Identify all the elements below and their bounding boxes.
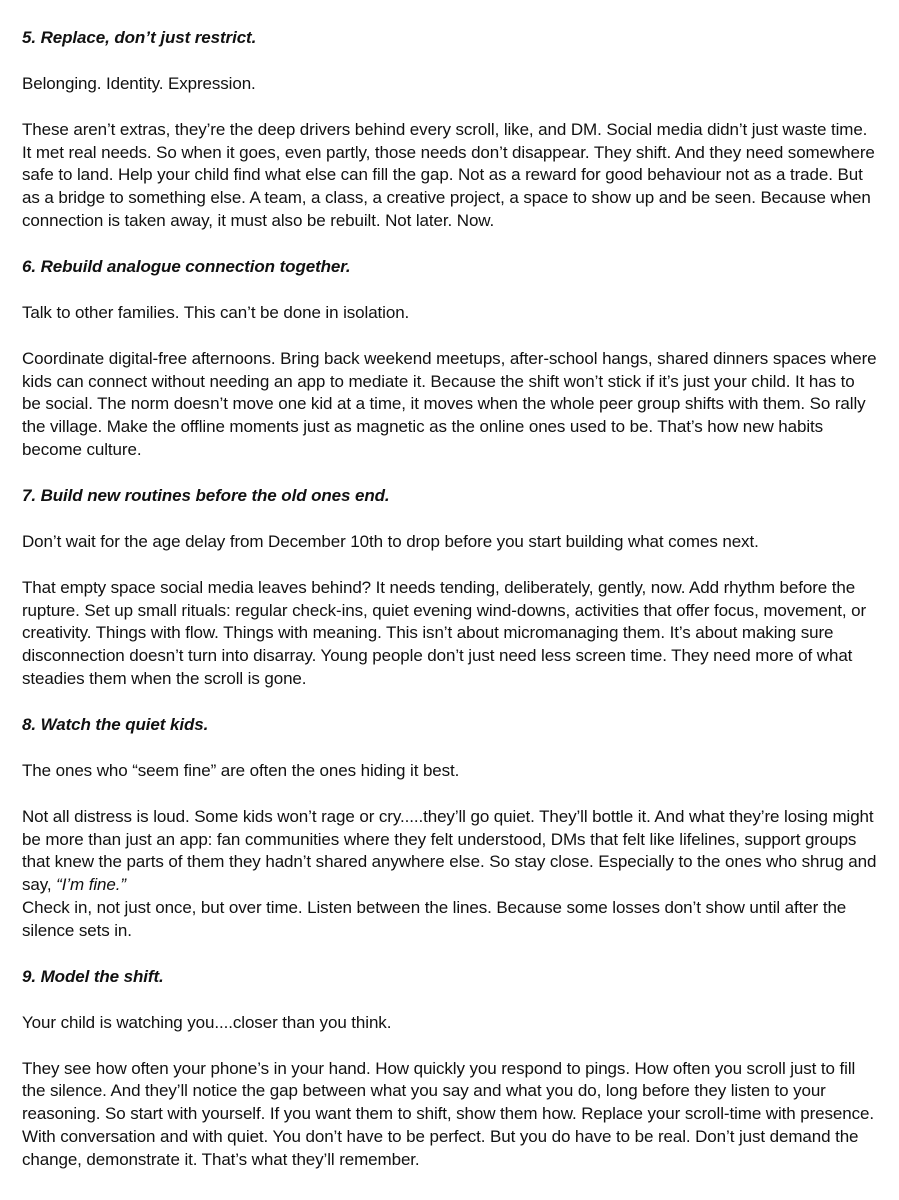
section-quiet-kids <box>22 714 877 943</box>
section-body: They see how often your phone’s in your hand. How quickly you respond to pings. How often you scroll just to fill the silence. And they’ll notice the gap between what you say and what you do, long before they listen to your reasoning. So start with yourself. If you want them to shift, show them how. Replace your scroll-time with presence. With conversation and with quiet. You don’t have to be perfect. But you do have to be real. Don’t just demand the change, demonstrate it. That’s what they’ll remember. <box>22 1058 875 1170</box>
section-heading: 9. Model the shift. <box>22 966 164 986</box>
section-heading: 5. Replace, don’t just restrict. <box>22 28 257 47</box>
section-lead: Talk to other families. This can’t be done in isolation. <box>22 302 410 322</box>
section-body-continued: Check in, not just once, but over time. Listen between the lines. Because some losses don’t show until after the silence sets in. <box>22 898 847 941</box>
section-heading: 7. Build new routines before the old ones end. <box>22 486 390 506</box>
section-lead: Don’t wait for the age delay from December 10th to drop before you start building what comes next. <box>22 531 759 551</box>
section-heading: 6. Rebuild analogue connection together. <box>22 257 351 277</box>
section-lead: Belonging. Identity. Expression. <box>22 73 256 93</box>
section-lead: The ones who “seem fine” are often the ones hiding it best. <box>22 760 460 780</box>
section-body: That empty space social media leaves behind? It needs tending, deliberately, gently, now. Add rhythm before the rupture. Set up small rituals: regular check-ins, quiet evening wind-downs, activities that offer focus, movement, or creativity. Things with flow. Things with meaning. This isn’t about micromanaging them. It’s about making sure disconnection doesn’t turn into disarray. Young people don’t just need less screen time. They need more of what steadies them when the scroll is gone. <box>22 577 867 689</box>
section-lead: Your child is watching you....closer than you think. <box>22 1012 392 1032</box>
section-body: These aren’t extras, they’re the deep drivers behind every scroll, like, and DM. Social media didn’t just waste time. It met real needs. So when it goes, even partly, those needs don’t disappear. They shift. And they need somewhere safe to land. Help your child find what else can fill the gap. Not as a reward for good behaviour not as a trade. But as a bridge to something else. A team, a class, a creative project, a space to show up and be seen. Because when connection is taken away, it must also be rebuilt. Not later. Now. <box>22 119 875 231</box>
section-heading: 8. Watch the quiet kids. <box>22 715 209 735</box>
section-body-text: Not all distress is loud. Some kids won’t rage or cry.....they’ll go quiet. They’ll bottle it. And what they’re losing might be more than just an app: fan communities where they felt understood, DMs that felt like lifelines, support groups that knew the parts of them they hadn’t shared anywhere else. So stay close. Especially to the ones who shrug and say, <box>22 806 877 895</box>
section-model-shift <box>22 966 877 1172</box>
section-replace <box>22 27 877 233</box>
section-body <box>22 806 877 943</box>
section-new-routines <box>22 485 877 691</box>
section-rebuild-connection <box>22 256 877 462</box>
section-body: Coordinate digital-free afternoons. Bring back weekend meetups, after-school hangs, shared dinners spaces where kids can connect without needing an app to mediate it. Because the shift won’t stick if it’s just your child. It has to be social. The norm doesn’t move one kid at a time, it moves when the whole peer group shifts with them. So rally the village. Make the offline moments just as magnetic as the online ones used to be. That’s how new habits become culture. <box>22 348 877 460</box>
im-fine-quote: “I’m fine.” <box>56 875 126 895</box>
